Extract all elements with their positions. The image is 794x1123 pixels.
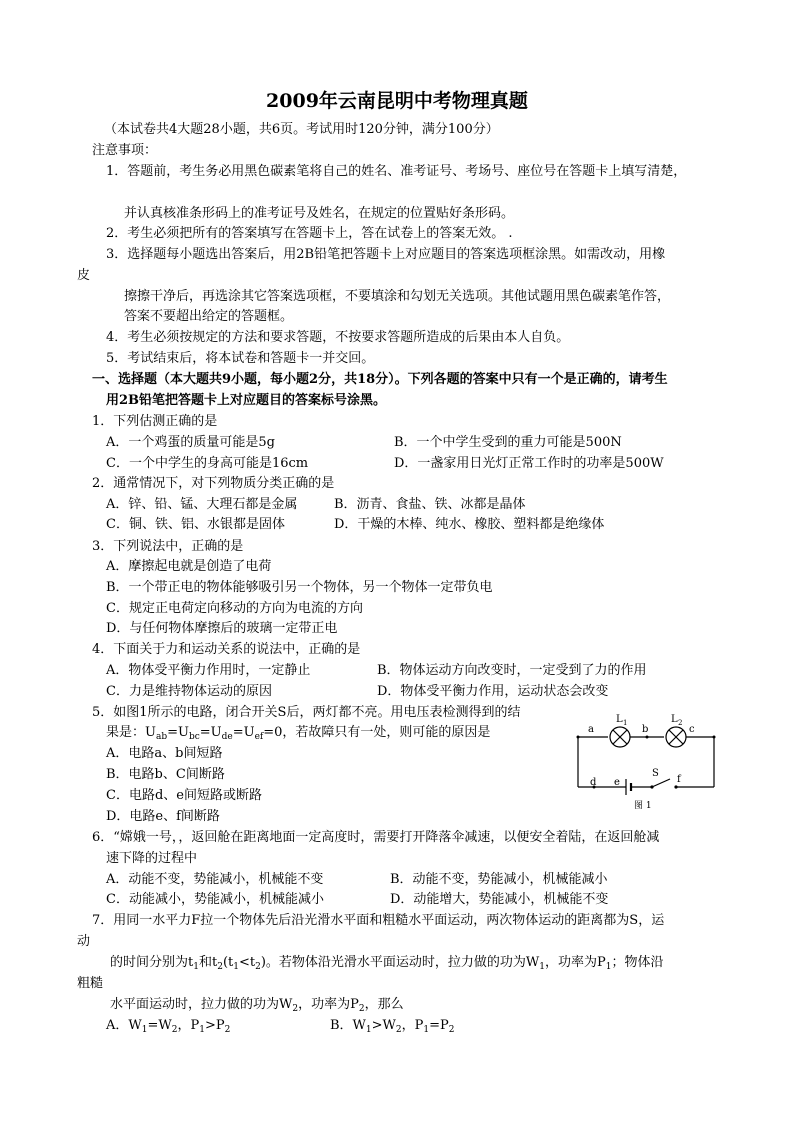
q3-option-c: C．规定正电荷定向移动的方向为电流的方向 (106, 601, 363, 616)
q7-stem-wrap2: 粗糙 (77, 976, 104, 991)
q6-stem-cont: 速下降的过程中 (106, 851, 198, 866)
q6-option-b: B．动能不变，势能减小，机械能减小 (390, 872, 608, 887)
notice-3-cont2: 答案不要超出给定的答题框。 (124, 309, 294, 324)
q5-stem-cont: 果是：$U_{ab}=U_{bc}=U_{de}=U_{ef}=0$，若故障只有一处，则可能的原因是 (106, 725, 491, 742)
q5-option-c: C．电路d、e间短路或断路 (106, 788, 262, 803)
q7-option-a: A．$W_1=W_2$，$P_1>P_2$ (106, 1018, 231, 1035)
q7-stem-wrap: 动 (77, 934, 91, 949)
node-e-label: e (614, 777, 620, 788)
notice-3: 3．选择题每小题选出答案后，用2B铅笔把答题卡上对应题目的答案选项框涂黑。如需改动，用橡 (106, 247, 666, 262)
q1-option-c: C．一个中学生的身高可能是16cm (106, 456, 309, 471)
q3-option-a: A．摩擦起电就是创造了电荷 (106, 559, 272, 574)
notice-4: 4．考生必须按规定的方法和要求答题，不按要求答题所造成的后果由本人自负。 (106, 330, 570, 345)
q6-option-c: C．动能减小，势能减小，机械能减小 (106, 892, 324, 907)
q3-option-d: D．与任何物体摩擦后的玻璃一定带正电 (106, 621, 338, 636)
q3-option-b: B．一个带正电的物体能够吸引另一个物体，另一个物体一定带负电 (106, 580, 493, 595)
lamp-l2-sub: 2 (678, 719, 683, 727)
node-d-label: d (590, 777, 597, 788)
q2-option-a: A．锌、铅、锰、大理石都是金属 (106, 497, 298, 512)
notice-5: 5．考试结束后，将本试卷和答题卡一并交回。 (106, 351, 375, 366)
section-heading-cont: 用2B铅笔把答题卡上对应题目的答案标号涂黑。 (106, 393, 387, 408)
q4-option-c: C．力是维持物体运动的原因 (106, 684, 272, 699)
q2-option-d: D．干燥的木棒、纯水、橡胶、塑料都是绝缘体 (334, 517, 605, 532)
section-heading: 一、选择题（本大题共9小题，每小题2分，共18分）。下列各题的答案中只有一个是正确的，请考生 (92, 372, 668, 387)
q5-option-a: A．电路a、b间短路 (106, 746, 223, 761)
q1-option-a: A．一个鸡蛋的质量可能是5g (106, 435, 275, 450)
notice-2: 2．考生必须把所有的答案填写在答题卡上，答在试卷上的答案无效。 . (106, 226, 513, 241)
q7-stem: 7．用同一水平力F拉一个物体先后沿光滑水平面和粗糙水平面运动，两次物体运动的距离都为S，运 (92, 913, 665, 928)
q7-option-b: B．$W_1>W_2$，$P_1=P_2$ (330, 1018, 455, 1035)
q7-stem-cont2: 水平面运动时，拉力做的功为$W_2$，功率为$P_2$，那么 (110, 997, 404, 1014)
node-b-label: b (642, 724, 649, 735)
figure-caption: 图 1 (634, 801, 652, 811)
q5-option-b: B．电路b、C间断路 (106, 767, 225, 782)
notice-1: 1．答题前，考生务必用黑色碳素笔将自己的姓名、准考证号、考场号、座位号在答题卡上填写清楚， (106, 164, 687, 179)
notice-1-cont: 并认真核准条形码上的准考证号及姓名，在规定的位置贴好条形码。 (124, 206, 515, 221)
lamp-l2-label: L (671, 714, 678, 725)
q4-option-d: D．物体受平衡力作用，运动状态会改变 (377, 684, 609, 699)
notice-3-cont: 擦擦干净后，再选涂其它答案选项框，不要填涂和勾划无关选项。其他试题用黑色碳素笔作答， (124, 289, 671, 304)
q5-stem: 5．如图1所示的电路，闭合开关S后，两灯都不亮。用电压表检测得到的结 (92, 705, 521, 720)
q6-option-d: D．动能增大，势能减小，机械能不变 (390, 892, 609, 907)
q2-stem: 2．通常情况下，对下列物质分类正确的是 (92, 476, 335, 491)
page-title: 2009年云南昆明中考物理真题 (266, 90, 528, 112)
lamp-l1-label: L (616, 714, 623, 725)
q4-stem: 4．下面关于力和运动关系的说法中，正确的是 (92, 642, 361, 657)
q7-stem-cont: 的时间分别为$t_1$和$t_2(t_1<t_2)$。若物体沿光滑水平面运动时，拉力做的功为$W_1$，功率为$P_1$；物体沿 (110, 955, 664, 972)
notice-3-wrap: 皮 (77, 268, 91, 283)
notice-heading: 注意事项： (92, 143, 158, 158)
q1-stem: 1．下列估测正确的是 (92, 414, 218, 429)
q3-stem: 3．下列说法中，正确的是 (92, 539, 244, 554)
node-a-label: a (588, 724, 594, 735)
circuit-figure (570, 712, 720, 812)
lamp-l1-sub: 1 (623, 719, 628, 727)
q1-option-b: B．一个中学生受到的重力可能是500N (394, 435, 622, 450)
node-f-label: f (677, 774, 681, 785)
node-c-label: c (689, 724, 695, 735)
q6-option-a: A．动能不变，势能减小，机械能不变 (106, 872, 324, 887)
q5-option-d: D．电路e、f间断路 (106, 809, 220, 824)
exam-info: （本试卷共4大题28小题，共6页。考试用时120分钟，满分100分） (104, 122, 499, 137)
q4-option-b: B．物体运动方向改变时，一定受到了力的作用 (377, 663, 647, 678)
q4-option-a: A．物体受平衡力作用时，一定静止 (106, 663, 311, 678)
q1-option-d: D．一盏家用日光灯正常工作时的功率是500W (394, 456, 664, 471)
q2-option-c: C．铜、铁、铝、水银都是固体 (106, 517, 285, 532)
q2-option-b: B．沥青、食盐、铁、冰都是晶体 (334, 497, 526, 512)
switch-s-label: S (652, 768, 659, 779)
q6-stem: 6．“嫦娥一号，，返回舱在距离地面一定高度时，需要打开降落伞减速，以便安全着陆，在返回舱减 (92, 830, 660, 845)
